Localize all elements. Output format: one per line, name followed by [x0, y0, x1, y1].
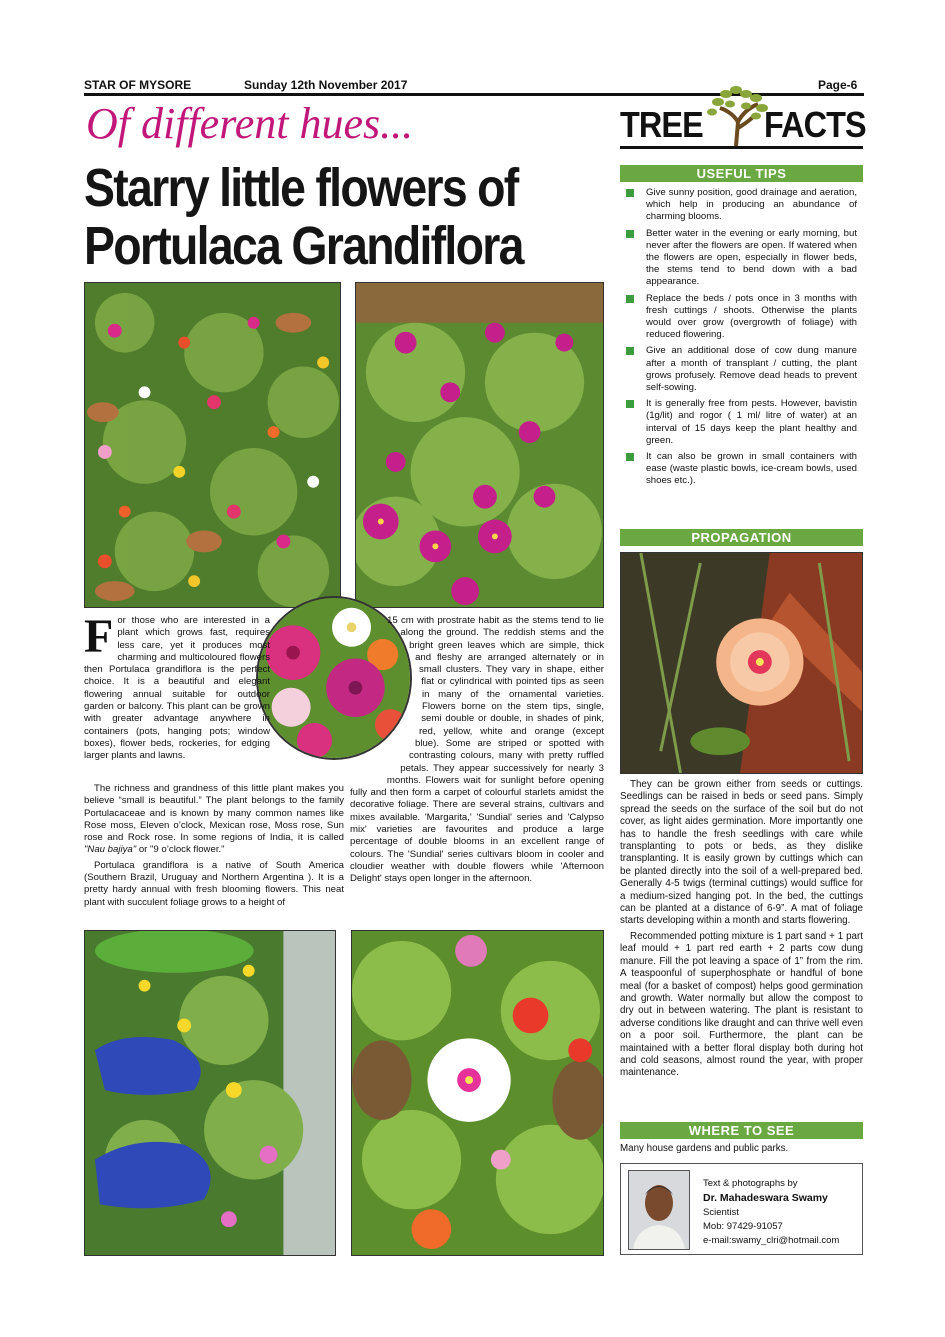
propagation-title: PROPAGATION: [620, 529, 863, 546]
propagation-text: [620, 779, 863, 1083]
photo-shoe-planter: [84, 930, 336, 1256]
author-photo: [628, 1170, 690, 1250]
tip-item: Give an additional dose of cow dung manure after a month of transplant / cutting, the plant grows profusely. Remove dead heads to prevent self-sowing.: [620, 345, 857, 394]
article-column-left-top: [84, 610, 270, 766]
where-to-see-text: Many house gardens and public parks.: [620, 1143, 789, 1154]
article-p4: 15 cm with prostrate habit as the stems tend to lie along the ground. The reddish stems and the bright green leaves which are simple, thick and fleshy are arranged alternately or in small clusters. They vary in shape, either flat or cylindrical with pointed tips as seen in many of the ornamental varieties. Flowers borne on the stem tips, single, semi double or double, in shades of pink, red, yellow, white and orange (except blue). Some are striped or spotted with contrasting colours, many with pretty ruffled petals. They appear successively for nearly 3 months. Flowers wait for sunlight before opening fully and then form a carpet of colourful starlets amidst the decorative foliage. There are several strains, cultivars and mixes available. 'Margarita,' 'Sundial' series and 'Calypso mix' varieties are favourites and produce a large percentage of double blooms in an excellent range of colours. The 'Sundial' series cultivars bloom in cooler and cloudier weather with double flowers while 'Afternoon Delight' stays open longer in the afternoon.: [350, 615, 604, 885]
photo-pots-flowers: [84, 282, 341, 608]
article-p2-italic: "Nau bajiya": [84, 844, 137, 856]
bullet-square-icon: [626, 189, 634, 197]
article-p2: The richness and grandness of this little plant makes you believe “small is beautiful.” The plant belongs to the family Portulacaceae and is known by many common names like Rose moss, Eleven o’clock, Mexican rose, Moss rose, Sun rose and Rock rose. In some regions of India, it is called: [84, 783, 344, 844]
logo-facts-text: FACTS: [764, 104, 866, 145]
logo-tree-text: TREE: [620, 104, 703, 145]
bullet-square-icon: [626, 400, 634, 408]
author-email: e-mail:swamy_clri@hotmail.com: [703, 1235, 840, 1246]
article-p2-end: or "9 o’clock flower.": [138, 844, 225, 856]
propagation-p1: They can be grown either from seeds or cuttings. Seedlings can be raised in beds or seed pans. Simply spread the seeds on the surface of the soil but do not cover, as light aides germination. More importantly one has to handle the fresh seedlings with care while transplanting to pots or beds, as they dislike transplanting. It is easily grown by cuttings which can be planted directly into the soil of a well-prepared bed. Generally 4-5 twigs (terminal cuttings) would suffice for a medium-sized hanging pot. In the bed, the cuttings can be planted at a distance of 6-9”. A mat of foliage starts developing within a month and starts flowering.: [620, 779, 863, 927]
tip-item: It is generally free from pests. However, bavistin (1g/lit) and rogor ( 1 ml/ litre of water) at an interval of 15 days keep the plant healthy and green.: [620, 398, 857, 447]
tip-item: Better water in the evening or early morning, but never after the flowers are open. If watered when the flowers are open, especially in flower beds, the stems tend to bend down with a bad appearance.: [620, 228, 857, 289]
propagation-p2: Recommended potting mixture is 1 part sand + 1 part leaf mould + 1 part red earth + 2 parts cow dung manure. Fill the pot leaving a space of 1” from the rim. A teaspoonful of superphosphate or handful of bone meal (for a basket of compost) helps good germination and growth. Water normally but allow the compost to dry out in between watering. The plant is resistant to adverse conditions like draught and can thrive well even on a poor soil. Furthermore, the plant can be maintained with a better floral display both during hot and cold seasons, almost round the year, with proper maintenance.: [620, 930, 863, 1079]
issue-date: Sunday 12th November 2017: [244, 78, 408, 92]
article-column-left: [84, 783, 344, 912]
page-number: Page-6: [818, 78, 858, 92]
bullet-square-icon: [626, 453, 634, 461]
article-p1: or those who are interested in a plant which grows fast, requires less care, yet it produces most charming and multicoloured flowers then Portulaca grandiflora is the perfect choice. It is a beautiful and elegant flowering annual suitable for outdoor garden or balcony. This plant can be grown with greater advantage anywhere in containers (pots, hanging pots; window boxes), flower beds, rockeries, for edging larger plants and lawns.: [84, 615, 270, 762]
person-portrait-icon: [629, 1171, 689, 1249]
tree-facts-logo: [620, 82, 866, 150]
author-role: Scientist: [703, 1207, 739, 1218]
drop-cap: F: [84, 610, 114, 663]
paper-name: STAR OF MYSORE: [84, 78, 192, 92]
tip-item: It can also be grown in small containers with ease (waste plastic bowls, ice-cream bowls, used shoes etc.).: [620, 451, 857, 488]
useful-tips-list: [620, 187, 857, 492]
author-name: Dr. Mahadeswara Swamy: [703, 1192, 828, 1204]
headline-line-2: Portulaca Grandiflora: [84, 216, 523, 276]
credit-line: Text & photographs by: [703, 1178, 798, 1189]
where-to-see-title: WHERE TO SEE: [620, 1122, 863, 1139]
kicker: Of different hues...: [86, 99, 414, 148]
headline-line-1: Starry little flowers of: [84, 158, 518, 218]
photo-pink-bed: [355, 282, 604, 608]
article-p3: Portulaca grandiflora is a native of South America (Southern Brazil, Uruguay and Northern Argentina ). It is a pretty hardy annual with fresh blooming flowers. This neat plant with succulent foliage grows to a height of: [84, 859, 344, 908]
useful-tips-title: USEFUL TIPS: [620, 165, 863, 182]
photo-white-flower: [351, 930, 604, 1256]
tip-item: Replace the beds / pots once in 3 months with fresh cuttings / shoots. Otherwise the plants would over grow (overgrowth of foliage) with reduced flowering.: [620, 293, 857, 342]
author-mobile: Mob: 97429-91057: [703, 1221, 783, 1232]
author-credit-box: [620, 1163, 863, 1255]
bullet-square-icon: [626, 295, 634, 303]
photo-peach-double-flower: [620, 552, 863, 774]
bullet-square-icon: [626, 347, 634, 355]
article-column-right: [350, 615, 604, 925]
tip-item: Give sunny position, good drainage and aeration, which help in producing an abundance of charming blooms.: [620, 187, 857, 224]
bullet-square-icon: [626, 230, 634, 238]
